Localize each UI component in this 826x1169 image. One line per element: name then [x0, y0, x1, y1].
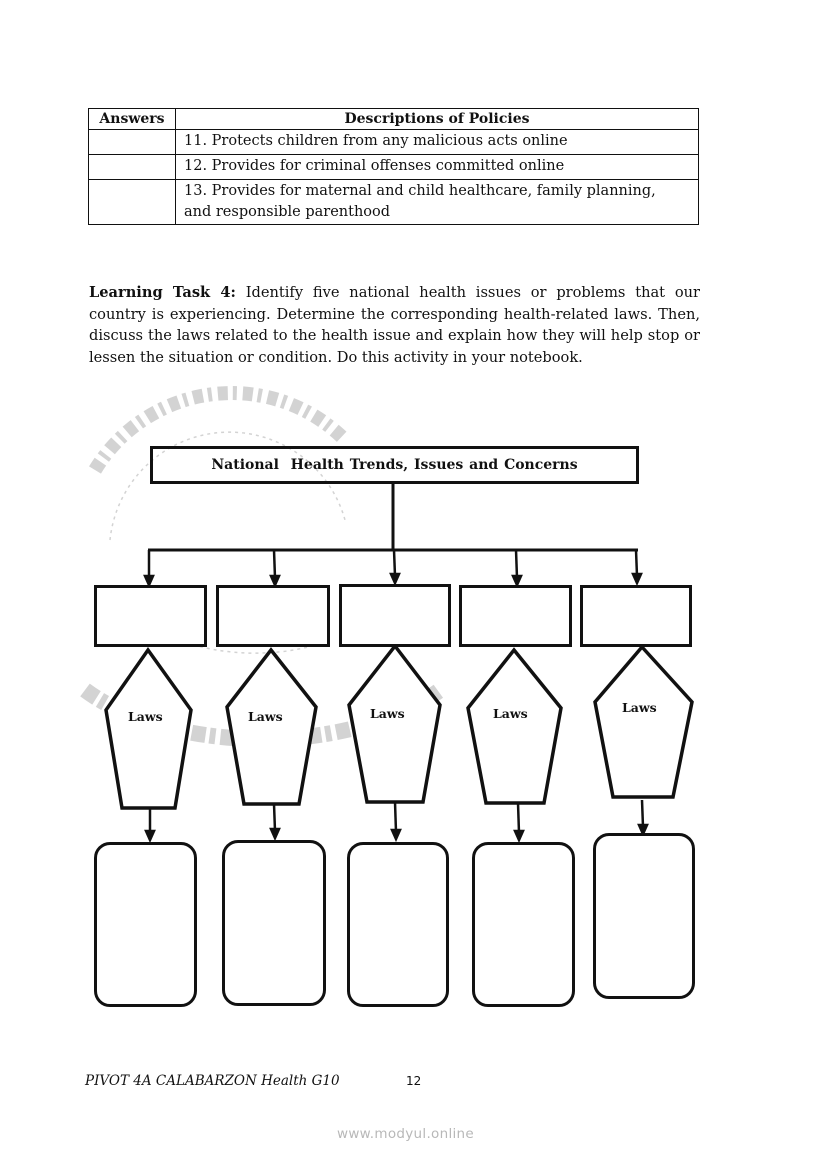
explanation-box-2[interactable] [222, 840, 326, 1006]
issue-box-3[interactable] [339, 584, 451, 647]
learning-task-label: Learning Task 4: [89, 284, 236, 301]
arrow-down-icon [146, 831, 154, 840]
arrow-down-icon [633, 574, 641, 583]
description-13-line-2: and responsible parenthood [184, 204, 391, 220]
laws-pentagon-1 [106, 650, 191, 808]
description-cell-11: 11. Protects children from any malicious acts online [176, 130, 699, 155]
description-cell-12: 12. Provides for criminal offenses committed online [176, 155, 699, 180]
laws-pentagon-5 [595, 647, 692, 797]
learning-task-instructions: Identify five national health issues or problems that our country is experiencing. Determine the corresponding health-related laws. Then, discuss the laws related to the health issue and explain how they will help stop or lessen the situation or condition. Do this activity in your notebook. [89, 284, 701, 366]
laws-pentagon-2 [227, 650, 316, 804]
laws-label-4: Laws [493, 706, 528, 721]
description-13-line-1: 13. Provides for maternal and child healthcare, family planning, [184, 183, 656, 199]
arrow-down-icon [271, 829, 279, 838]
explanation-box-3[interactable] [347, 842, 449, 1007]
diagram-title: National Health Trends, Issues and Concerns [211, 457, 578, 473]
issue-box-5[interactable] [580, 585, 692, 647]
arrow-down-icon [145, 576, 153, 585]
page-number: 12 [406, 1074, 422, 1088]
explanation-box-5[interactable] [593, 833, 695, 999]
issue-box-2[interactable] [216, 585, 330, 647]
arrow-down-icon [515, 831, 523, 840]
issue-arrows [145, 550, 641, 585]
laws-label-5: Laws [622, 700, 657, 715]
arrow-down-icon [392, 830, 400, 839]
arrow-down-icon [271, 576, 279, 585]
arrow-down-icon [391, 574, 399, 583]
laws-label-3: Laws [370, 706, 405, 721]
laws-pentagon-4 [468, 650, 561, 803]
explanation-arrows [146, 800, 647, 840]
issue-box-4[interactable] [459, 585, 572, 647]
laws-label-1: Laws [128, 709, 163, 724]
explanation-box-4[interactable] [472, 842, 575, 1007]
column-header-answers: Answers [89, 109, 176, 130]
laws-pentagon-3 [349, 646, 440, 802]
diagram-title-box [150, 446, 639, 484]
issue-box-1[interactable] [94, 585, 207, 647]
footer-module-title: PIVOT 4A CALABARZON Health G10 [85, 1073, 340, 1089]
column-header-descriptions: Descriptions of Policies [176, 109, 699, 130]
website-watermark: www.modyul.online [337, 1126, 475, 1142]
explanation-box-1[interactable] [94, 842, 197, 1007]
laws-label-2: Laws [248, 709, 283, 724]
arrow-down-icon [513, 576, 521, 585]
